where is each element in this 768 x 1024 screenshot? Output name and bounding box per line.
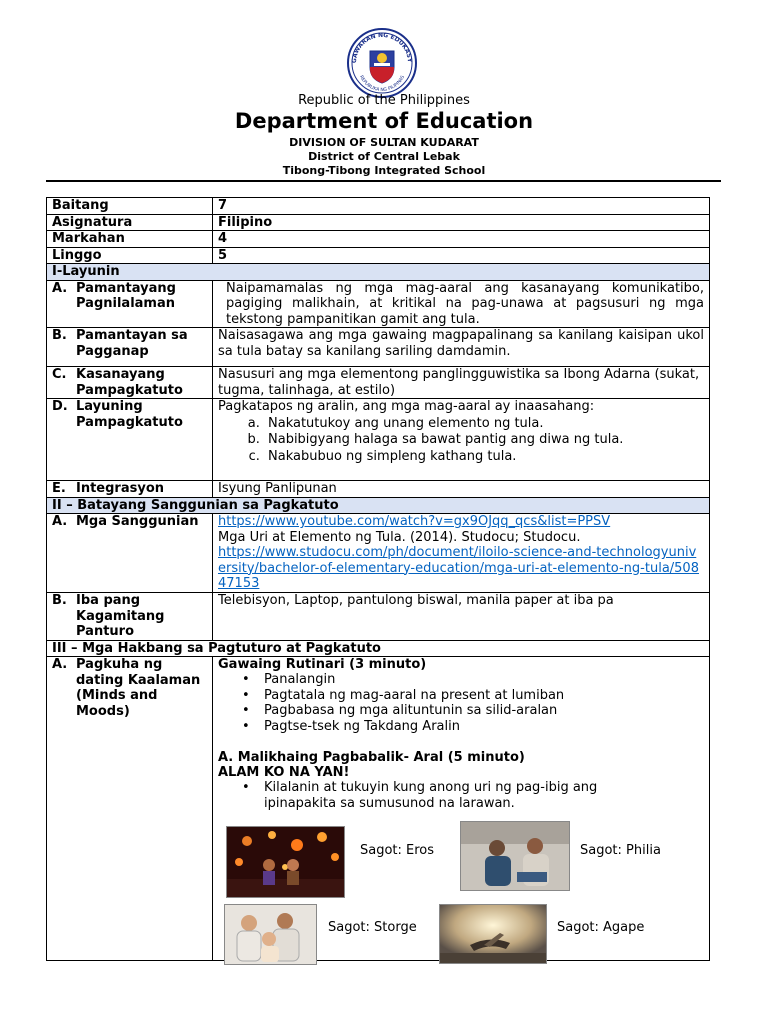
routine-item: • Pagtse-tsek ng Takdang Aralin <box>218 719 708 735</box>
item-label: Iba pang Kagamitang Panturo <box>76 593 165 639</box>
item-label: Layuning Pampagkatuto <box>76 399 183 430</box>
answer-eros: Sagot: Eros <box>360 843 435 858</box>
objective-item: b. Nabibigyang halaga sa bawat pantig ang diwa ng tula. <box>264 432 704 448</box>
review-subtitle: ALAM KO NA YAN! <box>218 765 350 780</box>
studocu-reference-link[interactable]: https://www.studocu.com/ph/document/iloilo-science-and-technologyuniversity/bachelor-of-elementary-education/mga-uri-at-elemento-ng-tula/50847153 <box>218 545 699 591</box>
youtube-reference-link[interactable]: https://www.youtube.com/watch?v=gx9OJqq_qcs&list=PPSV <box>218 514 611 529</box>
objective-item: a. Nakatutukoy ang unang elemento ng tula. <box>264 416 704 432</box>
item-value: Nasusuri ang mga elementong panglingguwistika sa Ibong Adarna (sukat, tugma, talinhaga, at estilo) <box>213 367 710 399</box>
info-row-linggo <box>47 247 710 264</box>
item-value: Isyung Panlipunan <box>213 481 710 498</box>
section-title: III – Mga Hakbang sa Pagtuturo at Pagkatuto <box>47 640 710 657</box>
section-header-mga-hakbang <box>47 640 710 657</box>
activity-content <box>218 657 704 960</box>
district-line: District of Central Lebak <box>308 150 460 163</box>
info-row-baitang <box>47 198 710 215</box>
review-item: • Kilalanin at tukuyin kung anong uri ng pag-ibig ang ipinapakita sa sumusunod na larawan. <box>218 780 648 811</box>
row-integrasyon <box>47 481 710 498</box>
section-header-batayang-sanggunian <box>47 497 710 514</box>
answer-agape: Sagot: Agape <box>557 920 645 935</box>
item-letter: E. <box>52 481 66 496</box>
row-kasanayang-pampagkatuto <box>47 367 710 399</box>
item-label: Mga Sanggunian <box>76 514 199 529</box>
row-pagkuha-ng-dating-kaalaman <box>47 657 710 961</box>
row-iba-pang-kagamitan <box>47 593 710 641</box>
reference-citation: Mga Uri at Elemento ng Tula. (2014). Studocu; Studocu. <box>218 529 581 545</box>
eros-photo <box>226 826 345 898</box>
philia-photo <box>460 821 570 891</box>
item-value: Telebisyon, Laptop, pantulong biswal, manila paper at iba pa <box>213 593 710 641</box>
seal-text-bottom: REPUBLIKA NG PILIPINAS <box>358 74 406 94</box>
review-title: A. Malikhaing Pagbabalik- Aral (5 minuto) <box>218 750 525 765</box>
info-row-asignatura <box>47 214 710 231</box>
header-rule <box>46 180 721 182</box>
routine-list <box>218 672 708 734</box>
info-value: Filipino <box>213 214 710 231</box>
item-letter: D. <box>52 399 68 414</box>
item-letter: B. <box>52 593 67 608</box>
info-label: Markahan <box>47 231 213 248</box>
item-value: Naipamamalas ng mga mag-aaral ang kasanayang komunikatibo, pagiging malikhain, at kritikal na pag-unawa at pagsusuri ng mga tekstong pampanitikan gamit ang tula. <box>213 280 710 328</box>
review-list <box>218 780 648 811</box>
deped-seal <box>346 27 418 99</box>
row-mga-sanggunian <box>47 514 710 593</box>
routine-item: • Pagtatala ng mag-aaral na present at lumiban <box>218 688 708 704</box>
item-letter: A. <box>52 280 68 296</box>
department-title: Department of Education <box>234 109 534 133</box>
section-header-layunin <box>47 264 710 281</box>
item-letter: A. <box>52 657 68 672</box>
answer-storge: Sagot: Storge <box>328 920 417 935</box>
item-label: Pagkuha ng dating Kaalaman (Minds and Moods) <box>76 657 201 719</box>
item-label: Kasanayang Pampagkatuto <box>76 367 183 398</box>
item-value: Naisasagawa ang mga gawaing magpapalinang sa kanilang kaisipan ukol sa tula batay sa kanilang sariling damdamin. <box>213 328 710 367</box>
info-label: Baitang <box>47 198 213 215</box>
answer-philia: Sagot: Philia <box>580 843 661 858</box>
info-label: Asignatura <box>47 214 213 231</box>
info-value: 5 <box>213 247 710 264</box>
section-title: II – Batayang Sanggunian sa Pagkatuto <box>47 497 710 514</box>
republic-line: Republic of the Philippines <box>298 93 470 108</box>
item-label: Pamantayan sa Pagganap <box>76 328 188 359</box>
school-line: Tibong-Tibong Integrated School <box>282 164 486 177</box>
routine-item: • Panalangin <box>218 672 708 688</box>
item-letter: B. <box>52 328 67 343</box>
info-row-markahan <box>47 231 710 248</box>
row-layuning-pampagkatuto <box>47 399 710 481</box>
info-value: 4 <box>213 231 710 248</box>
info-label: Linggo <box>47 247 213 264</box>
objective-item: c. Nakabubuo ng simpleng kathang tula. <box>264 449 704 465</box>
info-value: 7 <box>213 198 710 215</box>
section-title: I-Layunin <box>47 264 710 281</box>
objectives-intro: Pagkatapos ng aralin, ang mga mag-aaral ay inaasahang: <box>218 399 595 414</box>
row-pamantayan-sa-pagganap <box>47 328 710 367</box>
lesson-plan-table <box>46 197 710 961</box>
item-label: Integrasyon <box>76 481 165 496</box>
row-pamantayang-pagnilalaman <box>47 280 710 328</box>
objectives-list <box>218 416 704 465</box>
item-letter: A. <box>52 514 68 529</box>
routine-title: Gawaing Rutinari (3 minuto) <box>218 657 427 672</box>
division-line: DIVISION OF SULTAN KUDARAT <box>289 136 479 149</box>
storge-photo <box>224 904 317 965</box>
item-label: Pamantayang Pagnilalaman <box>76 280 176 311</box>
agape-photo <box>439 904 547 964</box>
routine-item: • Pagbabasa ng mga alituntunin sa silid-aralan <box>218 703 708 719</box>
item-letter: C. <box>52 367 67 382</box>
seal-text-top: GAWARAN NG EDUKASY <box>350 31 414 64</box>
